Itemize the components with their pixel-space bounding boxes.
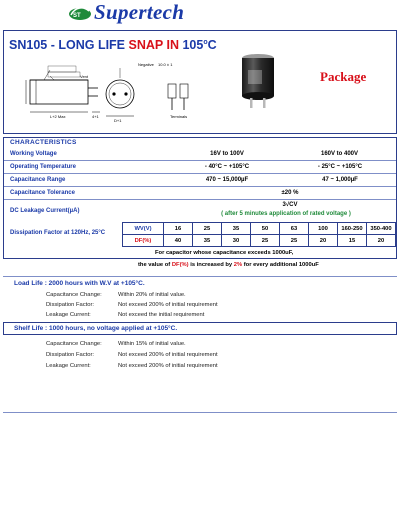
drawing-label-length: L+2 Max bbox=[50, 114, 66, 119]
drawing-label-top-dim: 10.0 ± 1 bbox=[158, 62, 173, 67]
df-header: DF(%) bbox=[123, 235, 164, 247]
value-leakage-formula: 3√CV bbox=[282, 202, 298, 208]
wv-cell: 160-250 bbox=[338, 223, 367, 235]
divider bbox=[4, 199, 396, 200]
load-life-cap-change-value: Within 20% of initial value. bbox=[118, 292, 186, 298]
shelf-life-df-value: Not exceed 200% of initial requirement bbox=[118, 352, 218, 358]
shelf-life-df-label: Dissipation Factor: bbox=[46, 352, 95, 358]
divider bbox=[4, 186, 396, 187]
divider bbox=[3, 276, 397, 277]
product-title: SN105 - LONG LIFE SNAP IN 105$^o$C bbox=[9, 38, 217, 52]
wv-cell: 350-400 bbox=[367, 223, 396, 235]
load-life-df-label: Dissipation Factor: bbox=[46, 302, 95, 308]
label-dc-leakage: DC Leakage Current(µA) bbox=[10, 208, 80, 214]
table-row bbox=[123, 223, 396, 235]
value-cap-range-low: 470 ~ 15,000µF bbox=[205, 177, 249, 183]
note-line-2: the value of DF(%) is increased by 2% for every additional 1000uF bbox=[138, 262, 319, 268]
df-cell: 25 bbox=[251, 235, 280, 247]
shelf-life-cap-change-label: Capacitance Change: bbox=[46, 341, 102, 347]
load-life-leakage-label: Leakage Current: bbox=[46, 312, 91, 318]
label-operating-temperature: Operating Temperature bbox=[10, 164, 76, 170]
df-cell: 35 bbox=[193, 235, 222, 247]
df-cell: 15 bbox=[338, 235, 367, 247]
label-capacitance-range: Capacitance Range bbox=[10, 177, 66, 183]
load-life-df-value: Not exceed 200% of initial requirement bbox=[118, 302, 218, 308]
drawing-label-negative: Negative bbox=[138, 62, 154, 67]
shelf-life-heading: Shelf Life : 1000 hours, no voltage applied at +105°C. bbox=[14, 325, 178, 332]
temp-rating: 105 bbox=[182, 38, 204, 52]
drawing-label-terminals: Terminals bbox=[170, 114, 188, 119]
load-life-leakage-value: Not exceed the initial requirement bbox=[118, 312, 205, 318]
label-capacitance-tolerance: Capacitance Tolerance bbox=[10, 190, 75, 196]
wv-header: WV(V) bbox=[123, 223, 164, 235]
value-temp-low: - 40°C ~ +105°C bbox=[204, 164, 250, 170]
package-label: Package bbox=[320, 69, 367, 84]
mount-type: SNAP IN bbox=[128, 38, 179, 52]
value-leakage-condition: ( after 5 minutes application of rated voltage ) bbox=[221, 211, 351, 217]
wv-cell: 25 bbox=[193, 223, 222, 235]
shelf-life-cap-change-value: Within 15% of initial value. bbox=[118, 341, 186, 347]
shelf-life-leakage-label: Leakage Current: bbox=[46, 363, 91, 369]
characteristics-heading: CHARACTERISTICS bbox=[10, 139, 77, 146]
wv-cell: 63 bbox=[280, 223, 309, 235]
dimension-drawing bbox=[20, 58, 210, 128]
dissipation-factor-table bbox=[122, 222, 396, 247]
load-life-heading: Load Life : 2000 hours with W.V at +105°C. bbox=[14, 280, 145, 287]
shelf-life-leakage-value: Not exceed 200% of initial requirement bbox=[118, 363, 218, 369]
note-line-1: For capacitor whose capacitance exceeds 1000uF, bbox=[155, 250, 294, 256]
table-row bbox=[123, 235, 396, 247]
df-cell: 20 bbox=[309, 235, 338, 247]
wv-cell: 16 bbox=[164, 223, 193, 235]
value-temp-high: - 25°C ~ +105°C bbox=[317, 164, 363, 170]
wv-cell: 35 bbox=[222, 223, 251, 235]
load-life-cap-change-label: Capacitance Change: bbox=[46, 292, 102, 298]
label-working-voltage: Working Voltage bbox=[10, 151, 57, 157]
series-name: LONG LIFE bbox=[58, 38, 126, 52]
value-cap-range-high: 47 ~ 1,000µF bbox=[322, 177, 358, 183]
brand-logo-icon bbox=[68, 3, 92, 21]
divider bbox=[4, 160, 396, 161]
value-working-voltage-low: 16V to 100V bbox=[210, 151, 244, 157]
df-cell: 30 bbox=[222, 235, 251, 247]
svg-text:ST: ST bbox=[73, 13, 81, 19]
drawing-label-vent: Vent bbox=[80, 74, 89, 79]
df-cell: 20 bbox=[367, 235, 396, 247]
label-dissipation-factor: Dissipation Factor at 120Hz, 25°C bbox=[10, 230, 106, 236]
drawing-label-pin: 4+1 bbox=[92, 114, 99, 119]
divider bbox=[4, 173, 396, 174]
df-cell: 40 bbox=[164, 235, 193, 247]
wv-cell: 50 bbox=[251, 223, 280, 235]
df-cell: 25 bbox=[280, 235, 309, 247]
divider bbox=[3, 412, 397, 413]
model-code: SN105 bbox=[9, 38, 48, 52]
capacitor-photo bbox=[238, 52, 278, 108]
value-working-voltage-high: 160V to 400V bbox=[320, 151, 359, 157]
brand-name: Supertech bbox=[94, 0, 185, 24]
wv-cell: 100 bbox=[309, 223, 338, 235]
value-tolerance: ±20 % bbox=[281, 190, 299, 196]
drawing-label-diameter: D+1 bbox=[114, 118, 122, 123]
